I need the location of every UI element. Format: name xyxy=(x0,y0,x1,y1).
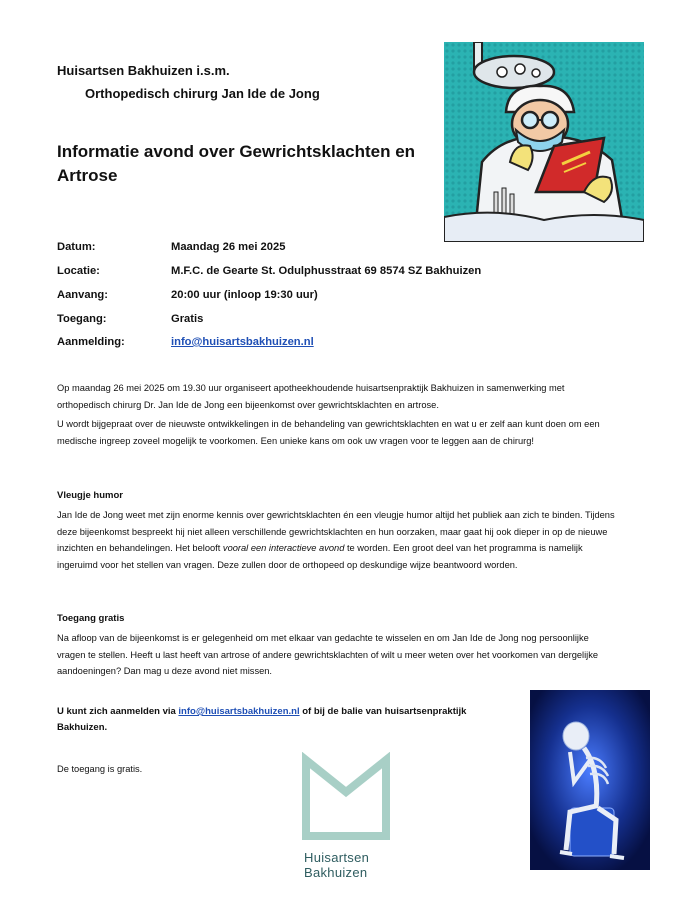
signup-email-link[interactable]: info@huisartsbakhuizen.nl xyxy=(178,706,300,717)
humor-paragraph xyxy=(57,507,617,573)
detail-label: Datum: xyxy=(57,241,96,253)
detail-value: Gratis xyxy=(171,313,204,325)
signup-text-end: of bij de balie van huisartsenpraktijk Bakhuizen. xyxy=(57,706,467,733)
section-heading-humor: Vleugje humor xyxy=(57,490,123,501)
detail-label: Toegang: xyxy=(57,313,107,325)
registration-email-link[interactable]: info@huisartsbakhuizen.nl xyxy=(171,336,314,348)
signup-text xyxy=(57,704,507,736)
detail-value: Maandag 26 mei 2025 xyxy=(171,241,286,253)
humor-text-end: te worden. Een groot deel van het programma is namelijk ingeruimd voor het stellen van vragen. Deze zullen door de orthopeed op deskundige wijze beantwoord worden. xyxy=(57,543,583,570)
humor-text-start: Jan Ide de Jong weet met zijn enorme kennis over gewrichtsklachten én een vleugje humor altijd het publiek aan zich te binden. Tijdens deze bijeenkomst bespreekt hij niet alleen verschillende gewrichtsklachten en hun oorzaken, maar gaat hij ook dieper in op de nieuwe inzichten en behandelingen. Het belooft xyxy=(57,510,615,553)
skeleton-thinker-image xyxy=(530,690,650,870)
logo-text-line-2: Bakhuizen xyxy=(304,865,368,880)
detail-value: M.F.C. de Gearte St. Odulphusstraat 69 8574 SZ Bakhuizen xyxy=(171,265,482,277)
huisartsen-logo-icon xyxy=(300,752,392,842)
humor-text-italic: vooral een interactieve avond xyxy=(222,543,345,553)
detail-value: 20:00 uur (inloop 19:30 uur) xyxy=(171,289,318,301)
section-heading-gratis: Toegang gratis xyxy=(57,613,125,624)
gratis-paragraph: Na afloop van de bijeenkomst is er gelegenheid om met elkaar van gedachte te wisselen en om Jan Ide de Jong nog persoonlijke vragen te stellen. Heeft u last heeft van artrose of andere gewrichtsklachten of wilt u meer weten over het voorkomen van dergelijke aandoeningen? Dan mag u deze avond niet missen. xyxy=(57,633,599,676)
logo-text xyxy=(304,850,369,880)
surgeon-reading-illustration xyxy=(444,42,644,242)
header-line-2: Orthopedisch chirurg Jan Ide de Jong xyxy=(85,86,320,101)
detail-label: Aanvang: xyxy=(57,289,108,301)
intro-paragraph-1: Op maandag 26 mei 2025 om 19.30 uur organiseert apotheekhoudende huisartsenpraktijk Bakhuizen in samenwerking met orthopedisch chirurg Dr. Jan Ide de Jong een bijeenkomst over gewrichtsklachten en artrose. xyxy=(57,383,565,410)
signup-text-start: U kunt zich aanmelden via xyxy=(57,706,179,717)
detail-label: Locatie: xyxy=(57,265,100,277)
intro-paragraph-2: U wordt bijgepraat over de nieuwste ontwikkelingen in de behandeling van gewrichtsklachten en wat u er zelf aan kunt doen om een medische ingreep zoveel mogelijk te voorkomen. Een unieke kans om ook uw vragen voor te leggen aan de chirurg! xyxy=(57,419,600,446)
free-access-text: De toegang is gratis. xyxy=(57,764,143,774)
header-line-1: Huisartsen Bakhuizen i.s.m. xyxy=(57,63,230,78)
detail-label: Aanmelding: xyxy=(57,336,125,348)
logo-text-line-1: Huisartsen xyxy=(304,850,370,865)
page-title: Informatie avond over Gewrichtsklachten en Artrose xyxy=(57,142,416,185)
